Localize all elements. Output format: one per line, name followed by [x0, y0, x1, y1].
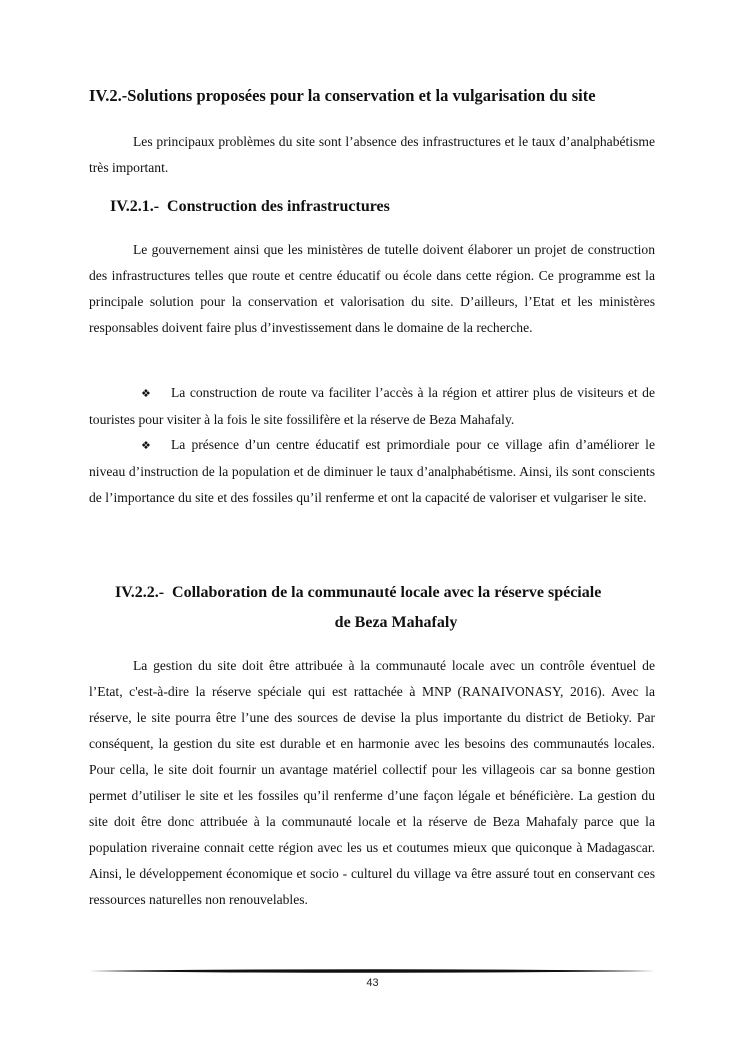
diamond-bullet-icon: ❖ [141, 387, 151, 400]
diamond-bullet-icon: ❖ [141, 439, 151, 452]
bullet-item-2 [89, 432, 655, 511]
section-heading [89, 86, 596, 106]
bullet-item-1 [89, 380, 655, 433]
subsection-2-heading-line2 [89, 614, 703, 632]
subsection-2-heading [115, 584, 601, 602]
subsection-2-title-line2: de Beza Mahafaly [334, 614, 458, 631]
section-number: IV.2.- [89, 86, 128, 105]
subsection-2-paragraph: La gestion du site doit être attribuée à la communauté locale avec un contrôle éventuel de l’Etat, c'est-à-dire la réserve spéciale qui est rattachée à MNP (RANAIVONASY, 2016). Avec la réserve, le site pourra être l’une des sources de devise la plus importante du district de Betioky. Par conséquent, la gestion du site est durable et en harmonie avec les besoins des communautés locales. Pour cella, le site doit fournir un avantage matériel collectif pour les villageois car sa bonne gestion permet d’utiliser le site et les fossiles qu’il renferme d’une façon légale et bénéficière. La gestion du site doit être donc attribuée à la communauté locale et la réserve de Beza Mahafaly parce que la population riveraine connait cette région avec les us et coutumes mieux que quiconque à Madagascar. Ainsi, le développement économique et socio - culturel du village va être assuré tout en conservant ces ressources naturelles non renouvelables. [89, 658, 655, 907]
subsection-1-heading [110, 198, 390, 216]
bullet-item-1-text: La construction de route va faciliter l’accès à la région et attirer plus de visiteurs et de touristes pour visiter à la fois le site fossilifère et la réserve de Beza Mahafaly. [89, 385, 655, 427]
section-title: Solutions proposées pour la conservation et la vulgarisation du site [127, 86, 596, 105]
subsection-1-number: IV.2.1.- [110, 198, 160, 215]
bullet-item-2-text: La présence d’un centre éducatif est primordiale pour ce village afin d’améliorer le niveau d’instruction de la population et de diminuer le taux d’analphabétisme. Ainsi, ils sont conscients de l’importance du site et des fossiles qu’il renferme et ont la capacité de valoriser et vulgariser le site. [89, 437, 655, 505]
page-number: 43 [366, 977, 379, 989]
footer-divider [89, 968, 655, 974]
subsection-2-number: IV.2.2.- [115, 584, 165, 601]
intro-paragraph: Les principaux problèmes du site sont l’absence des infrastructures et le taux d’analphabétisme très important. [89, 134, 655, 175]
subsection-1-paragraph: Le gouvernement ainsi que les ministères de tutelle doivent élaborer un projet de construction des infrastructures telles que route et centre éducatif ou école dans cette région. Ce programme est la principale solution pour la conservation et valorisation du site. D’ailleurs, l’Etat et les ministères responsables doivent faire plus d’investissement dans le domaine de la recherche. [89, 242, 655, 335]
subsection-2-title-line1: Collaboration de la communauté locale avec la réserve spéciale [172, 584, 602, 601]
subsection-1-title: Construction des infrastructures [167, 198, 390, 215]
